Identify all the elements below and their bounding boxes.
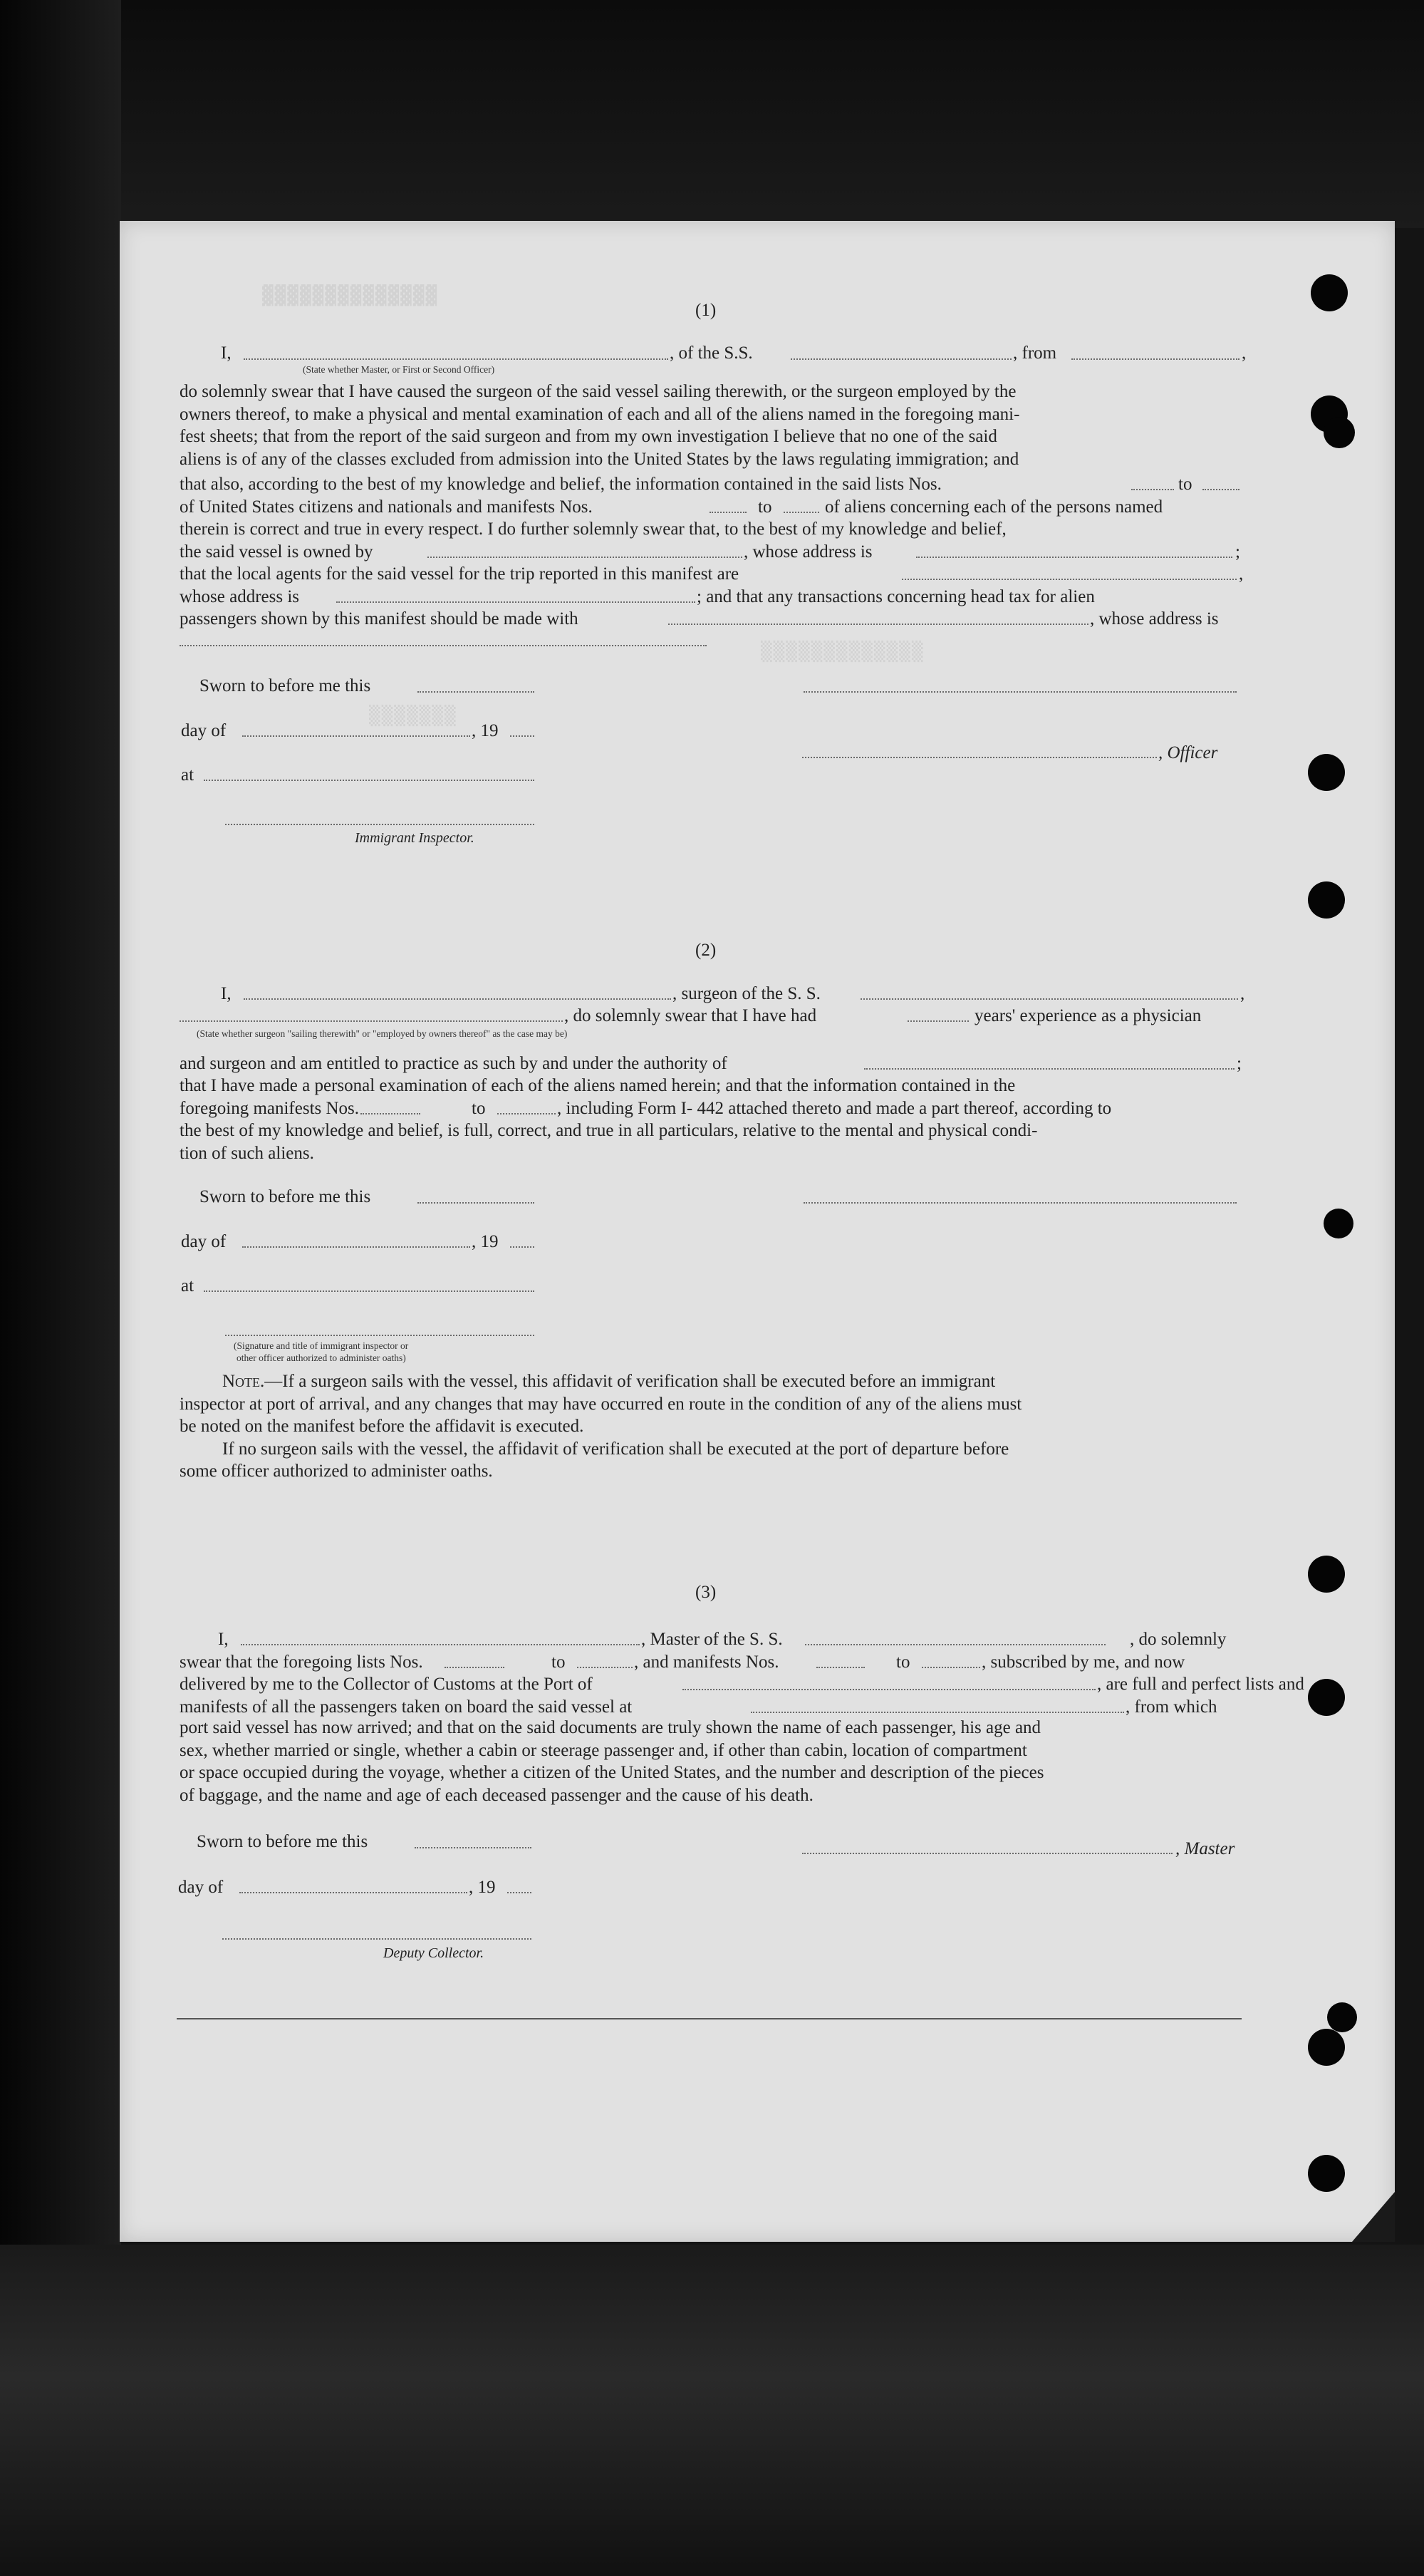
- label-immigrant-inspector: Immigrant Inspector.: [355, 830, 474, 846]
- field-s3-lists-to[interactable]: [577, 1667, 633, 1668]
- label-officer: , Officer: [1158, 743, 1218, 762]
- label-day-of: day of: [181, 1232, 227, 1251]
- label-taken-on-board: manifests of all the passengers taken on board the said vessel at: [180, 1697, 633, 1717]
- label-i: I,: [221, 984, 232, 1003]
- binder-hole: [1308, 2029, 1345, 2066]
- label-manifests-nos: of United States citizens and nationals and manifests Nos.: [180, 497, 593, 517]
- label-do-solemnly-swear: , do solemnly swear that I have had: [564, 1006, 817, 1025]
- bleed-through-mark: ▓▓▓▓▓▓▓▓▓▓▓▓▓▓: [262, 285, 439, 306]
- label-port-of: delivered by me to the Collector of Customs at the Port of: [180, 1675, 593, 1694]
- scan-background-left: [0, 0, 121, 2576]
- binder-hole: [1324, 1209, 1353, 1238]
- label-s3-manifests-nos: , and manifests Nos.: [634, 1652, 779, 1672]
- field-owner-address[interactable]: [916, 557, 1232, 558]
- binder-hole: [1311, 274, 1348, 311]
- label-day-of: day of: [178, 1878, 224, 1897]
- label-passengers-made-with: passengers shown by this manifest should be made with: [180, 609, 578, 629]
- field-surgeon-type[interactable]: [180, 1020, 563, 1022]
- label-whose-address-3: , whose address is: [1090, 609, 1219, 629]
- label-owned-by: the said vessel is owned by: [180, 542, 373, 562]
- note-text: [180, 1370, 1240, 1483]
- field-agents-address[interactable]: [336, 601, 695, 603]
- label-year: , 19: [472, 1232, 499, 1251]
- label-i: I,: [218, 1630, 229, 1649]
- label-comma: ,: [1239, 564, 1244, 584]
- binder-hole: [1308, 754, 1345, 791]
- field-local-agents[interactable]: [902, 579, 1237, 580]
- section-3-body-text: [180, 1717, 1240, 1806]
- label-semicolon: ;: [1237, 1054, 1242, 1073]
- label-s3-lists-nos: swear that the foregoing lists Nos.: [180, 1652, 423, 1672]
- label-authority: and surgeon and am entitled to practice as such by and under the authority of: [180, 1054, 727, 1073]
- note-line: some officer authorized to administer oaths.: [180, 1462, 493, 1481]
- field-officer-signature[interactable]: [802, 757, 1157, 758]
- field-s2-sworn-day[interactable]: [417, 1202, 534, 1204]
- field-at-place[interactable]: [204, 780, 534, 781]
- sublabel-signature-line-1: (Signature and title of immigrant inspector or: [234, 1340, 409, 1351]
- label-master-of-ss: , Master of the S. S.: [641, 1630, 783, 1649]
- field-years-experience[interactable]: [908, 1020, 969, 1022]
- field-officer-name[interactable]: [244, 358, 668, 360]
- field-s2-month[interactable]: [242, 1246, 470, 1248]
- label-at: at: [181, 765, 194, 785]
- field-head-tax-address[interactable]: [180, 645, 707, 646]
- field-s3-sworn-day[interactable]: [415, 1847, 531, 1848]
- field-from-port[interactable]: [1071, 358, 1239, 360]
- body-line: port said vessel has now arrived; and that on the said documents are truly shown the name of each passenger, his age and: [180, 1718, 1041, 1737]
- binder-hole: [1324, 417, 1355, 448]
- binder-hole: [1308, 1556, 1345, 1593]
- label-to: to: [896, 1652, 910, 1672]
- label-subscribed: , subscribed by me, and now: [982, 1652, 1185, 1672]
- label-of-aliens: of aliens concerning each of the persons named: [825, 497, 1163, 517]
- label-year: , 19: [472, 721, 499, 740]
- document-page: [120, 221, 1395, 2242]
- field-s3-vessel[interactable]: [805, 1644, 1106, 1645]
- binder-hole: [1308, 881, 1345, 919]
- section-3-number: (3): [695, 1583, 717, 1602]
- label-to: to: [1178, 475, 1192, 494]
- label-form-i-442: , including Form I- 442 attached thereto and made a part thereof, according to: [557, 1099, 1112, 1118]
- section-2-number: (2): [695, 941, 717, 960]
- binder-hole: [1308, 2155, 1345, 2192]
- field-s2-manifests-from[interactable]: [360, 1113, 420, 1114]
- label-comma: ,: [1240, 984, 1245, 1003]
- body-line: do solemnly swear that I have caused the surgeon of the said vessel sailing therewith, or the surgeon employed by the: [180, 382, 1017, 401]
- note-line: inspector at port of arrival, and any changes that may have occurred en route in the condition of any of the aliens must: [180, 1394, 1022, 1414]
- field-s3-manifests-from[interactable]: [816, 1667, 865, 1668]
- field-s3-month[interactable]: [239, 1892, 467, 1893]
- field-surgeon-signature[interactable]: [804, 1202, 1237, 1204]
- sublabel-surgeon-type: (State whether surgeon "sailing therewith" or "employed by owners thereof" as the case may be): [197, 1028, 568, 1039]
- field-s3-manifests-to[interactable]: [922, 1667, 980, 1668]
- scan-background-bottom: [0, 2245, 1424, 2576]
- binder-hole: [1308, 1679, 1345, 1716]
- label-foregoing-manifests: foregoing manifests Nos.: [180, 1099, 360, 1118]
- field-s3-lists-from[interactable]: [445, 1667, 504, 1668]
- body-line-tion: tion of such aliens.: [180, 1144, 314, 1163]
- field-owner[interactable]: [427, 557, 742, 558]
- label-to: to: [551, 1652, 566, 1672]
- section-1-number: (1): [695, 301, 717, 320]
- label-comma: ,: [1242, 343, 1247, 363]
- label-sworn: Sworn to before me this: [199, 676, 371, 695]
- field-s2-manifests-to[interactable]: [497, 1113, 556, 1114]
- bottom-rule: [177, 2018, 1242, 2019]
- binder-hole: [1327, 2002, 1357, 2032]
- label-year: , 19: [469, 1878, 496, 1897]
- label-i: I,: [221, 343, 232, 363]
- scan-background-top: [0, 0, 1424, 228]
- field-vessel-name[interactable]: [791, 358, 1012, 360]
- field-surgeon-vessel[interactable]: [861, 998, 1238, 1000]
- sublabel-signature-line-2: other officer authorized to administer oaths): [237, 1352, 406, 1363]
- field-manifests-to[interactable]: [784, 512, 819, 513]
- label-to: to: [472, 1099, 486, 1118]
- label-deputy-collector: Deputy Collector.: [383, 1945, 484, 1961]
- field-surgeon-name[interactable]: [244, 998, 671, 1000]
- field-officer-signature-line-1[interactable]: [804, 691, 1237, 693]
- note-label: Note.: [222, 1372, 265, 1391]
- label-surgeon-of-ss: , surgeon of the S. S.: [672, 984, 821, 1003]
- body-line-therein: therein is correct and true in every respect. I do further solemnly swear that, to the best of my knowledge and belief,: [180, 519, 1007, 539]
- label-full-perfect: , are full and perfect lists and: [1097, 1675, 1304, 1694]
- field-port[interactable]: [682, 1689, 1096, 1690]
- body-line: of baggage, and the name and age of each deceased passenger and the cause of his death.: [180, 1785, 814, 1805]
- field-s2-year[interactable]: [510, 1246, 534, 1248]
- field-manifests-from[interactable]: [710, 512, 747, 513]
- sublabel-officer-rank: (State whether Master, or First or Second Officer): [303, 364, 495, 375]
- label-lists-nos: that also, according to the best of my knowledge and belief, the information contained in the said lists Nos.: [180, 475, 942, 494]
- field-head-tax-party[interactable]: [668, 624, 1088, 625]
- label-local-agents: that the local agents for the said vessel for the trip reported in this manifest are: [180, 564, 739, 584]
- label-from-which: , from which: [1126, 1697, 1217, 1717]
- field-lists-to[interactable]: [1202, 489, 1239, 490]
- note-line: —If a surgeon sails with the vessel, this affidavit of verification shall be executed before an immigrant: [264, 1372, 996, 1391]
- field-s2-at-place[interactable]: [204, 1290, 534, 1292]
- field-s3-year[interactable]: [507, 1892, 531, 1893]
- body-line: sex, whether married or single, whether a cabin or steerage passenger and, if other than cabin, location of compartment: [180, 1740, 1027, 1760]
- label-to: to: [758, 497, 772, 517]
- field-s2-inspector-signature[interactable]: [225, 1335, 534, 1336]
- label-sworn: Sworn to before me this: [197, 1832, 368, 1851]
- body-line: or space occupied during the voyage, whether a citizen of the United States, and the number and description of the pieces: [180, 1763, 1044, 1782]
- label-of-ss: , of the S.S.: [670, 343, 753, 363]
- field-authority[interactable]: [864, 1068, 1235, 1070]
- field-month[interactable]: [242, 735, 470, 737]
- field-lists-from[interactable]: [1131, 489, 1174, 490]
- field-year[interactable]: [510, 735, 534, 737]
- field-port-of-departure[interactable]: [751, 1712, 1124, 1713]
- torn-corner: [1352, 2192, 1395, 2242]
- label-do-solemnly: , do solemnly: [1130, 1630, 1227, 1649]
- label-at: at: [181, 1276, 194, 1295]
- section-1-body-text: [180, 381, 1240, 470]
- field-inspector-signature[interactable]: [225, 824, 534, 825]
- body-line: fest sheets; that from the report of the said surgeon and from my own investigation I believe that no one of the said: [180, 427, 997, 446]
- field-sworn-day[interactable]: [417, 691, 534, 693]
- label-master: , Master: [1175, 1839, 1235, 1858]
- body-line: owners thereof, to make a physical and mental examination of each and all of the aliens named in the foregoing mani-: [180, 404, 1020, 424]
- body-line: aliens is of any of the classes excluded from admission into the United States by the laws regulating immigration; and: [180, 449, 1019, 469]
- note-line: If no surgeon sails with the vessel, the affidavit of verification shall be executed at the port of departure before: [222, 1439, 1009, 1459]
- body-line-best: the best of my knowledge and belief, is full, correct, and true in all particulars, relative to the mental and physical condi-: [180, 1121, 1038, 1140]
- label-whose-address: , whose address is: [744, 542, 873, 562]
- label-semicolon: ;: [1235, 542, 1240, 562]
- field-collector-signature[interactable]: [222, 1938, 531, 1940]
- label-whose-address-2: whose address is: [180, 587, 300, 606]
- field-master-name[interactable]: [241, 1644, 640, 1645]
- bleed-through-mark: ▒▒▒▒▒▒▒▒▒▒▒▒▒: [761, 641, 925, 663]
- label-day-of: day of: [181, 721, 227, 740]
- body-line-exam: that I have made a personal examination of each of the aliens named herein; and that the information contained in the: [180, 1076, 1016, 1095]
- bleed-through-mark: ▒▒▒▒▒▒▒: [369, 705, 457, 727]
- label-years-experience: years' experience as a physician: [975, 1006, 1202, 1025]
- note-line: be noted on the manifest before the affidavit is executed.: [180, 1417, 584, 1436]
- label-from: , from: [1013, 343, 1057, 363]
- label-head-tax: ; and that any transactions concerning head tax for alien: [697, 587, 1095, 606]
- label-sworn: Sworn to before me this: [199, 1187, 371, 1206]
- field-master-signature[interactable]: [802, 1853, 1173, 1854]
